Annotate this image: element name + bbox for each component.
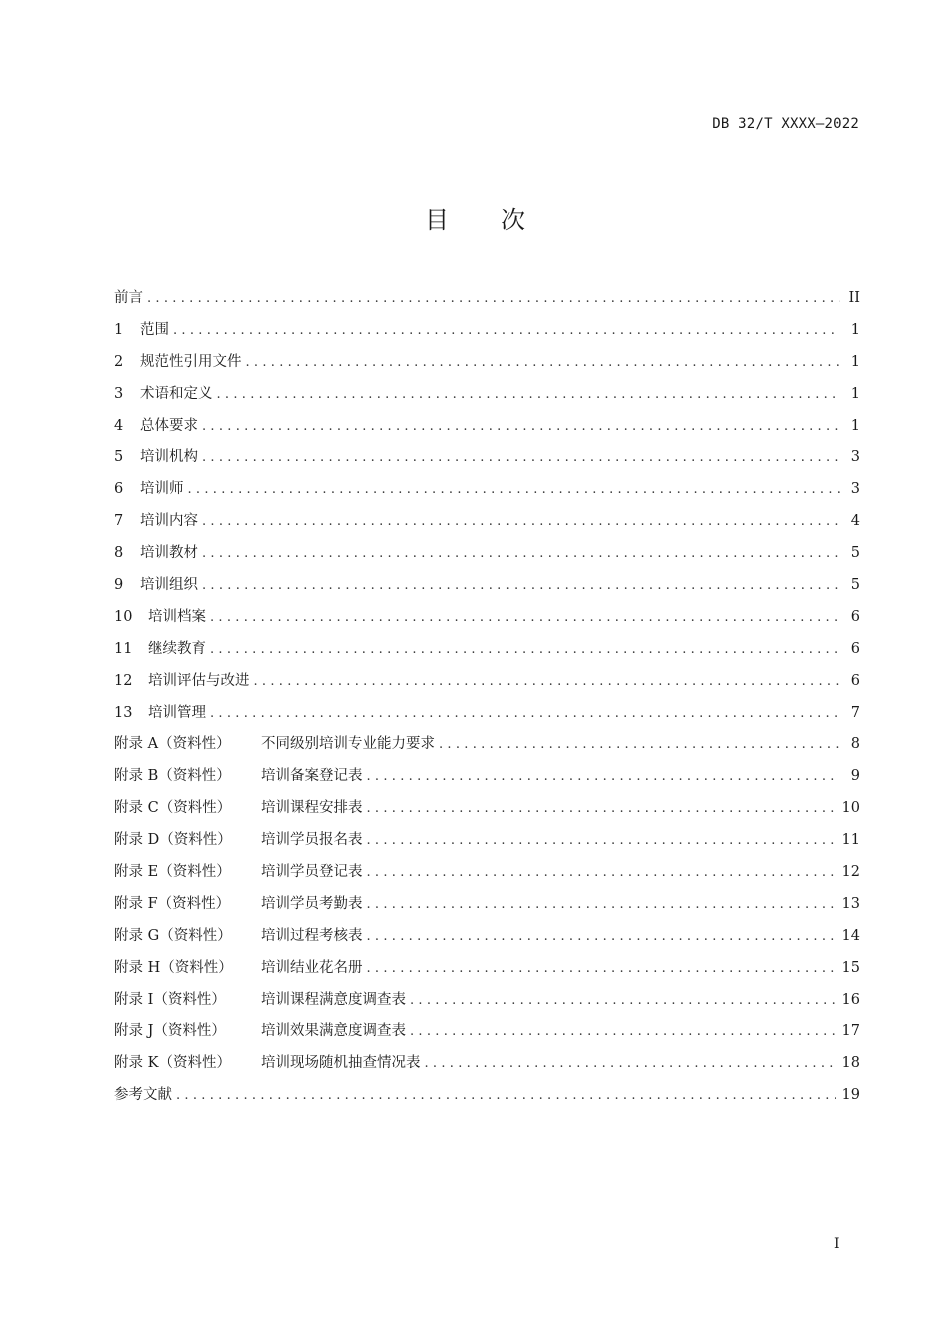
- toc-entry-text: 培训组织: [140, 577, 198, 594]
- toc-appendix-k[interactable]: [114, 1051, 860, 1083]
- title-char-1: 目: [425, 206, 449, 234]
- toc-entry-text: 培训机构: [140, 449, 198, 466]
- page-number: I: [834, 1236, 840, 1252]
- toc-entry-13[interactable]: [114, 701, 860, 733]
- toc-entry-text: 培训评估与改进: [148, 672, 250, 689]
- toc-appendix-h[interactable]: [114, 956, 860, 988]
- toc-entry-page: 16: [841, 991, 860, 1008]
- toc-entry-11[interactable]: [114, 637, 860, 669]
- toc-entry-page: 18: [841, 1055, 860, 1072]
- toc-entry-6[interactable]: [114, 477, 860, 509]
- dot-leader: [367, 929, 836, 944]
- toc-entry-text: 培训课程安排表: [261, 800, 363, 817]
- dot-leader: [367, 769, 841, 784]
- toc-entry-references[interactable]: [114, 1083, 860, 1115]
- dot-leader: [210, 642, 840, 657]
- toc-entry-page: 12: [841, 864, 860, 881]
- toc-entry-text: 前言: [114, 290, 143, 306]
- appendix-label: 附录 C（资料性）: [114, 800, 232, 817]
- toc-entry-page: 5: [850, 577, 860, 594]
- toc-entry-text: 规范性引用文件: [140, 353, 242, 370]
- toc-entry-text: 培训备案登记表: [261, 768, 363, 785]
- dot-leader: [425, 1056, 836, 1071]
- page-title: [0, 200, 950, 235]
- toc-entry-12[interactable]: [114, 669, 860, 701]
- appendix-label: 附录 K（资料性）: [114, 1055, 231, 1072]
- toc-entry-page: 7: [850, 704, 860, 721]
- dot-leader: [202, 450, 840, 465]
- toc-appendix-e[interactable]: [114, 860, 860, 892]
- toc-appendix-f[interactable]: [114, 892, 860, 924]
- toc-entry-page: 13: [841, 895, 860, 912]
- toc-entry-text: 培训内容: [140, 513, 198, 530]
- dot-leader: [173, 323, 840, 338]
- toc-appendix-d[interactable]: [114, 828, 860, 860]
- dot-leader: [410, 993, 836, 1008]
- toc-entry-text: 培训档案: [148, 608, 206, 625]
- toc-entry-text: 参考文献: [114, 1087, 172, 1104]
- appendix-label: 附录 H（资料性）: [114, 959, 233, 976]
- toc-appendix-c[interactable]: [114, 796, 860, 828]
- toc-entry-page: 9: [850, 768, 860, 785]
- toc-entry-number: 1: [114, 321, 124, 338]
- appendix-label: 附录 J（资料性）: [114, 1023, 226, 1040]
- table-of-contents: [114, 286, 860, 1115]
- toc-entry-5[interactable]: [114, 445, 860, 477]
- toc-entry-7[interactable]: [114, 509, 860, 541]
- toc-entry-page: 4: [850, 513, 860, 530]
- toc-entry-page: 10: [841, 800, 860, 817]
- dot-leader: [202, 419, 840, 434]
- dot-leader: [367, 865, 836, 880]
- toc-entry-page: 6: [850, 672, 860, 689]
- toc-entry-page: 8: [850, 736, 860, 753]
- toc-entry-text: 范围: [140, 321, 169, 338]
- dot-leader: [188, 482, 841, 497]
- toc-entry-number: 2: [114, 353, 124, 370]
- toc-appendix-b[interactable]: [114, 764, 860, 796]
- toc-entry-page: 1: [850, 353, 860, 370]
- toc-entry-number: 12: [114, 672, 133, 689]
- toc-entry-1[interactable]: [114, 318, 860, 350]
- appendix-label: 附录 A（资料性）: [114, 736, 231, 753]
- toc-entry-text: 培训教材: [140, 545, 198, 562]
- toc-entry-number: 4: [114, 417, 124, 434]
- dot-leader: [217, 387, 841, 402]
- toc-entry-page: 6: [850, 608, 860, 625]
- toc-entry-text: 培训过程考核表: [261, 927, 363, 944]
- dot-leader: [254, 674, 841, 689]
- toc-entry-page: 3: [850, 481, 860, 498]
- toc-entry-page: 6: [850, 640, 860, 657]
- toc-entry-9[interactable]: [114, 573, 860, 605]
- toc-entry-10[interactable]: [114, 605, 860, 637]
- dot-leader: [147, 291, 840, 306]
- dot-leader: [367, 961, 836, 976]
- toc-entry-8[interactable]: [114, 541, 860, 573]
- dot-leader: [202, 546, 840, 561]
- toc-entry-text: 培训现场随机抽查情况表: [261, 1055, 421, 1072]
- toc-appendix-a[interactable]: [114, 732, 860, 764]
- toc-entry-number: 8: [114, 545, 124, 562]
- toc-entry-text: 不同级别培训专业能力要求: [261, 736, 435, 753]
- toc-appendix-j[interactable]: [114, 1019, 860, 1051]
- dot-leader: [367, 833, 836, 848]
- toc-entry-number: 10: [114, 608, 133, 625]
- dot-leader: [367, 801, 836, 816]
- toc-entry-text: 术语和定义: [140, 385, 213, 402]
- dot-leader: [202, 514, 840, 529]
- appendix-label: 附录 G（资料性）: [114, 927, 232, 944]
- title-char-2: 次: [501, 206, 525, 234]
- dot-leader: [202, 578, 840, 593]
- dot-leader: [439, 737, 840, 752]
- toc-entry-text: 继续教育: [148, 640, 206, 657]
- appendix-label: 附录 F（资料性）: [114, 895, 231, 912]
- toc-entry-text: 培训管理: [148, 704, 206, 721]
- appendix-label: 附录 I（资料性）: [114, 991, 226, 1008]
- toc-entry-page: II: [848, 290, 860, 306]
- toc-entry-2[interactable]: [114, 350, 860, 382]
- toc-appendix-g[interactable]: [114, 924, 860, 956]
- toc-entry-text: 培训结业花名册: [261, 959, 363, 976]
- toc-entry-text: 培训效果满意度调查表: [261, 1023, 406, 1040]
- toc-entry-page: 11: [841, 832, 860, 849]
- dot-leader: [176, 1088, 836, 1103]
- toc-entry-number: 5: [114, 449, 124, 466]
- document-code: DB 32/T XXXX—2022: [712, 116, 859, 132]
- toc-entry-page: 1: [850, 417, 860, 434]
- toc-entry-text: 培训师: [140, 481, 184, 498]
- toc-entry-number: 6: [114, 481, 124, 498]
- toc-entry-page: 19: [841, 1087, 860, 1104]
- toc-entry-page: 15: [841, 959, 860, 976]
- toc-entry-text: 总体要求: [140, 417, 198, 434]
- toc-entry-number: 11: [114, 640, 133, 657]
- toc-entry-text: 培训学员报名表: [261, 832, 363, 849]
- toc-entry-page: 5: [850, 545, 860, 562]
- appendix-label: 附录 D（资料性）: [114, 832, 232, 849]
- toc-entry-text: 培训学员考勤表: [261, 895, 363, 912]
- dot-leader: [246, 355, 841, 370]
- toc-entry-page: 3: [850, 449, 860, 466]
- toc-entry-number: 13: [114, 704, 133, 721]
- toc-entry-page: 17: [841, 1023, 860, 1040]
- toc-entry-number: 9: [114, 577, 124, 594]
- toc-entry-page: 1: [850, 385, 860, 402]
- dot-leader: [367, 897, 836, 912]
- toc-entry-text: 培训学员登记表: [261, 864, 363, 881]
- toc-appendix-i[interactable]: [114, 988, 860, 1020]
- dot-leader: [210, 706, 840, 721]
- dot-leader: [410, 1024, 836, 1039]
- toc-entry-preface[interactable]: [114, 286, 860, 318]
- toc-entry-3[interactable]: [114, 382, 860, 414]
- appendix-label: 附录 E（资料性）: [114, 864, 231, 881]
- toc-entry-number: 7: [114, 513, 124, 530]
- toc-entry-page: 1: [850, 321, 860, 338]
- toc-entry-text: 培训课程满意度调查表: [261, 991, 406, 1008]
- dot-leader: [210, 610, 840, 625]
- toc-entry-number: 3: [114, 385, 124, 402]
- toc-entry-page: 14: [841, 927, 860, 944]
- toc-entry-4[interactable]: [114, 414, 860, 446]
- appendix-label: 附录 B（资料性）: [114, 768, 231, 785]
